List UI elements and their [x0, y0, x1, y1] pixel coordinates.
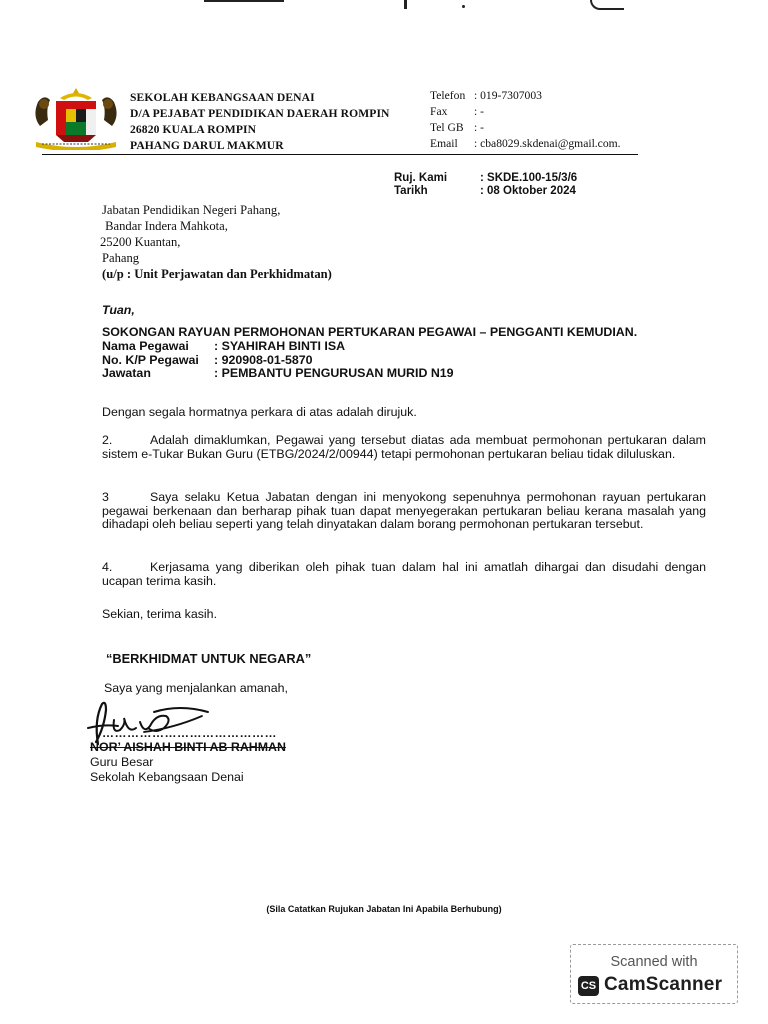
- contact-label: Fax: [430, 105, 448, 118]
- contact-label: Tel GB: [430, 121, 464, 134]
- scan-artifact: [590, 0, 624, 10]
- school-letterhead: [130, 90, 390, 154]
- reference-label: Ruj. Kami: [394, 172, 448, 184]
- reference-value: : 08 Oktober 2024: [480, 185, 576, 197]
- signature-line: ……………………………………: [102, 726, 277, 740]
- reference-label: Tarikh: [394, 185, 428, 197]
- paragraph-number: 3: [102, 490, 109, 504]
- camscanner-logo-icon: CS: [578, 976, 599, 996]
- paragraph: [102, 561, 706, 588]
- contact-row: [430, 136, 621, 152]
- detail-row: [102, 354, 706, 368]
- camscanner-brand: CamScanner: [604, 974, 723, 995]
- paragraph: [102, 491, 706, 532]
- contact-value: : -: [474, 105, 484, 118]
- address-line: Bandar Indera Mahkota,: [102, 219, 228, 233]
- paragraph-text: Kerjasama yang diberikan oleh pihak tuan dalam hal ini amatlah dihargai dan disudahi dengan ucapan terima kasih.: [102, 560, 706, 588]
- contact-value: : 019-7307003: [474, 89, 542, 102]
- scan-artifact: [204, 0, 284, 2]
- contact-block: [430, 88, 621, 152]
- address-line: Jabatan Pendidikan Negeri Pahang,: [102, 203, 281, 217]
- detail-row: [102, 367, 706, 381]
- recipient-address: [102, 202, 332, 282]
- detail-label: No. K/P Pegawai: [102, 352, 199, 367]
- paragraph-number: 2.: [102, 433, 113, 447]
- contact-label: Telefon: [430, 89, 466, 102]
- contact-label: Email: [430, 137, 458, 150]
- contact-value: : cba8029.skdenai@gmail.com.: [474, 137, 621, 150]
- detail-value: : 920908-01-5870: [214, 352, 313, 367]
- detail-label: Nama Pegawai: [102, 339, 189, 353]
- address-line: 25200 Kuantan,: [100, 235, 181, 249]
- officer-details: [102, 340, 706, 381]
- letter-subject: SOKONGAN RAYUAN PERMOHONAN PERTUKARAN PEGAWAI – PENGGANTI KEMUDIAN.: [102, 325, 638, 339]
- detail-label: Jawatan: [102, 366, 151, 380]
- attention-line: (u/p : Unit Perjawatan dan Perkhidmatan): [102, 267, 332, 281]
- contact-row: [430, 88, 621, 104]
- address-line: Pahang: [102, 251, 140, 265]
- signer-title: Guru Besar: [90, 755, 154, 769]
- paragraph-text: Saya selaku Ketua Jabatan dengan ini menyokong sepenuhnya permohonan rayuan pertukaran pegawai berkenaan dan berharap pihak tuan dapat menyegerakan pertukaran beliau kerana masalah yang dihadapi oleh beliau seperti yang telah dinyatakan dalam borang permohonan pertukaran tersebut.: [102, 490, 706, 531]
- reference-row: [394, 172, 577, 185]
- detail-value: : SYAHIRAH BINTI ISA: [214, 339, 346, 353]
- school-address-line: D/A PEJABAT PENDIDIKAN DAERAH ROMPIN: [130, 107, 390, 120]
- paragraph-text: Adalah dimaklumkan, Pegawai yang tersebut diatas ada membuat permohonan pertukaran dalam sistem e-Tukar Bukan Guru (ETBG/2024/2/00944) tetapi permohonan pertukaran beliau tidak diluluskan.: [102, 433, 706, 461]
- contact-row: [430, 120, 621, 136]
- reference-row: [394, 185, 577, 198]
- contact-row: [430, 104, 621, 120]
- footer-note: (Sila Catatkan Rujukan Jabatan Ini Apabila Berhubung): [266, 904, 502, 914]
- detail-row: [102, 340, 706, 354]
- scan-artifact: [462, 5, 465, 8]
- camscanner-watermark: [570, 944, 738, 1004]
- reference-block: [394, 172, 577, 198]
- detail-value: : PEMBANTU PENGURUSAN MURID N19: [214, 366, 454, 380]
- coat-of-arms-logo: [30, 86, 122, 150]
- signer-block: [90, 740, 286, 785]
- reference-value: : SKDE.100-15/3/6: [480, 172, 578, 184]
- school-address-line: 26820 KUALA ROMPIN: [130, 123, 257, 136]
- scanned-with-text: Scanned with: [610, 954, 698, 970]
- closing-line: Sekian, terima kasih.: [102, 607, 218, 621]
- signer-organization: Sekolah Kebangsaan Denai: [90, 770, 244, 784]
- paragraph: [102, 434, 706, 461]
- salutation: Tuan,: [102, 303, 135, 317]
- paragraph-number: 4.: [102, 560, 113, 574]
- scan-artifact: [404, 0, 407, 9]
- letterhead-divider: [42, 154, 638, 155]
- contact-value: : -: [474, 121, 484, 134]
- trust-line: Saya yang menjalankan amanah,: [104, 681, 288, 695]
- school-address-line: PAHANG DARUL MAKMUR: [130, 139, 284, 152]
- intro-paragraph: Dengan segala hormatnya perkara di atas adalah dirujuk.: [102, 405, 417, 419]
- school-name: SEKOLAH KEBANGSAAN DENAI: [130, 91, 315, 104]
- signer-name: NOR’ AISHAH BINTI AB RAHMAN: [90, 740, 286, 754]
- motto: “BERKHIDMAT UNTUK NEGARA”: [106, 651, 312, 666]
